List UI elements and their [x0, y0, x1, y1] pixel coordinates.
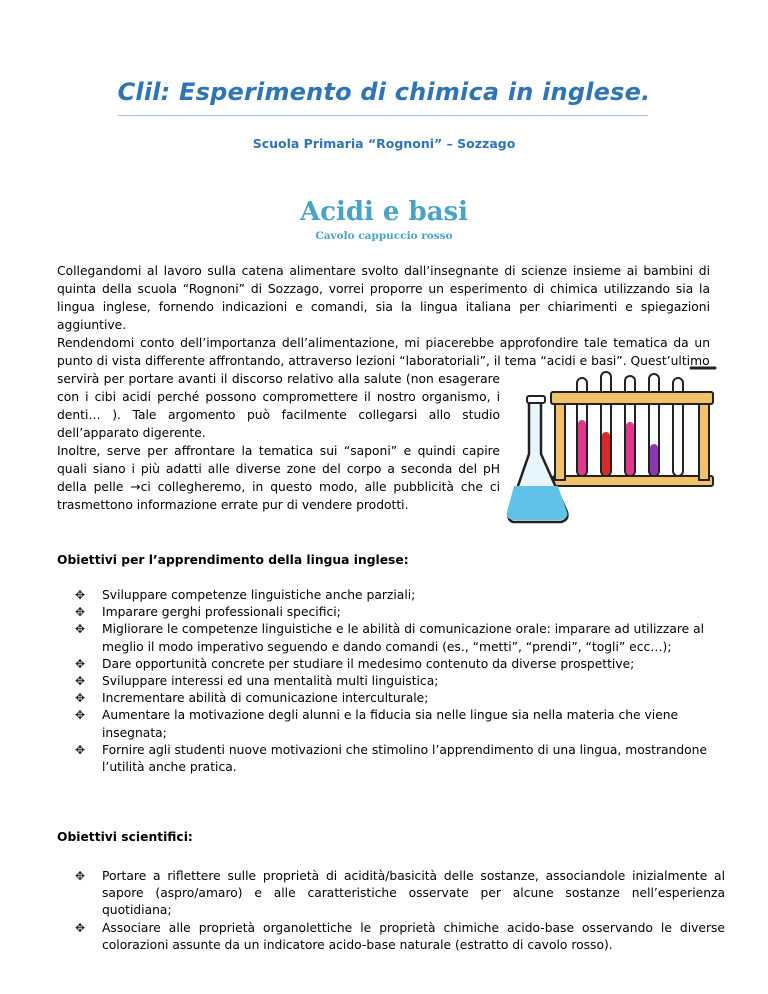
school-name: Scuola Primaria “Rognoni” – Sozzago: [252, 136, 516, 151]
intro-paragraph-3-b: ci collegheremo, in questo modo, alle pubblicità che ci trasmettono informazione errate pur di vendere prodotti.: [57, 480, 501, 512]
list-item: ✥ Dare opportunità concrete per studiare il medesimo contenuto da diverse prospettive;: [75, 656, 725, 673]
language-goals-heading: Obiettivi per l’apprendimento della lingua inglese:: [57, 553, 409, 567]
diamond-bullet-icon: ✥: [75, 742, 86, 757]
diamond-bullet-icon: ✥: [75, 708, 86, 723]
intro-paragraph-2-lead: Rendendomi conto dell’importanza dell’alimentazione, mi piacerebbe approfondire tale tematica da un punto di vista differente affrontando, attraverso lezioni “laboratoriali”, il tema “acidi e basi”. Quest’ultimo: [57, 336, 710, 368]
list-item: ✥ Incrementare abilità di comunicazione interculturale;: [75, 690, 725, 707]
list-item: ✥ Imparare gerghi professionali specifici;: [75, 604, 725, 621]
list-item: ✥ Portare a riflettere sulle proprietà di acidità/basicità delle sostanze, associandole inizialmente al sapore (aspro/amaro) e alle caratteristiche osservate per alcune sostanze nell’esperienza quotidiana;: [75, 869, 725, 918]
rack-top-bar: [551, 392, 713, 404]
language-goals-list: [75, 587, 725, 776]
list-item: ✥ Sviluppare competenze linguistiche anche parziali;: [75, 587, 725, 604]
section-title: Acidi e basi: [299, 197, 469, 227]
diamond-bullet-icon: ✥: [75, 691, 86, 706]
list-item: ✥ Migliorare le competenze linguistiche e le abilità di comunicazione orale: imparare ad utilizzare al meglio il modo imperativo seguendo e dando comandi (es., “metti”, “prendi”, “togli” ecc…);: [75, 622, 705, 654]
list-item: ✥ Fornire agli studenti nuove motivazioni che stimolino l’apprendimento di una lingua, mostrandone l’utilità anche pratica.: [75, 742, 708, 775]
diamond-bullet-icon: ✥: [75, 622, 86, 637]
diamond-bullet-icon: ✥: [75, 605, 86, 620]
title-underline-rule: [118, 115, 648, 116]
intro-paragraph-3: [57, 442, 500, 514]
test-tube-4: [649, 374, 659, 476]
list-item: ✥ Sviluppare interessi ed una mentalità multi linguistica;: [75, 673, 725, 690]
document-title: Clil: Esperimento di chimica in inglese.: [117, 78, 651, 106]
science-goals-list: [75, 868, 725, 954]
rack-base: [553, 476, 713, 486]
right-arrow-icon: →: [130, 480, 141, 494]
diamond-bullet-icon: ✥: [75, 656, 86, 671]
list-item: ✥ Aumentare la motivazione degli alunni e la fiducia sia nelle lingue sia nella materia che viene insegnata;: [75, 708, 679, 740]
intro-wrapped-text: [57, 370, 500, 514]
intro-paragraph-2-rest: servirà per portare avanti il discorso relativo alla salute (non esagerare con i cibi acidi perché possono compromettere il nostro organismo, i denti… ). Tale argomento può facilmente collegarsi allo studio dell’apparato digerente.: [57, 372, 500, 440]
intro-paragraph-3-a: Inoltre, serve per affrontare la tematica sui “saponi” e quindi capire quali siano i più adatti alle diverse zone del corpo a seconda del pH della pelle: [57, 444, 500, 494]
diamond-bullet-icon: ✥: [75, 869, 86, 883]
list-item: ✥ Associare alle proprietà organolettiche le proprietà chimiche acido-base osservando le diverse colorazioni assunte da un indicatore acido-base naturale (estratto di cavolo rosso).: [75, 920, 725, 952]
rack-leg-left: [555, 402, 565, 480]
diamond-bullet-icon: ✥: [75, 588, 86, 602]
diamond-bullet-icon: ✥: [75, 920, 86, 935]
science-goals-heading: Obiettivi scientifici:: [57, 830, 193, 844]
test-tube-2: [601, 372, 611, 476]
intro-paragraph-1: Collegandomi al lavoro sulla catena alimentare svolto dall’insegnante di scienze insieme ai bambini di quinta della scuola “Rognoni” di Sozzago, vorrei proporre un esperimento di chimica utilizzando sia la lingua inglese, fornendo indicazioni e comandi, sia la lingua italiana per chiarimenti e spiegazioni aggiuntive.: [57, 264, 710, 332]
rack-leg-right: [699, 402, 709, 480]
diamond-bullet-icon: ✥: [75, 674, 86, 689]
test-tubes-and-flask-illustration: [505, 362, 720, 530]
section-subtitle: Cavolo cappuccio rosso: [315, 230, 453, 242]
